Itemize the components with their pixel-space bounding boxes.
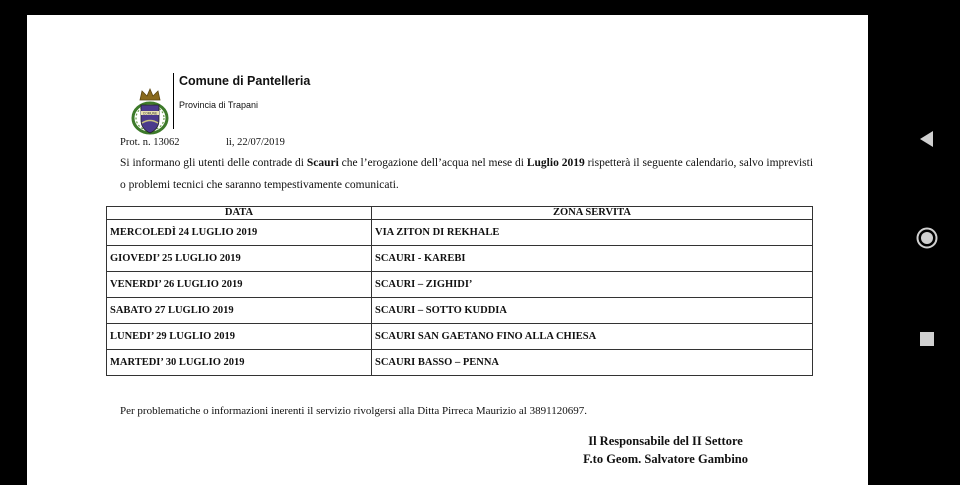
signature-block <box>583 432 748 468</box>
contact-info: Per problematiche o informazioni inerenti il servizio rivolgersi alla Ditta Pirreca Maurizio al 3891120697. <box>120 405 587 417</box>
row-zone: SCAURI SAN GAETANO FINO ALLA CHIESA <box>372 324 813 350</box>
table-row <box>107 298 813 324</box>
signature-name: F.to Geom. Salvatore Gambino <box>583 452 748 466</box>
notice-text: Si informano gli utenti delle contrade di <box>120 157 307 169</box>
document-page <box>27 15 868 485</box>
header-divider <box>173 73 174 129</box>
comune-name: Comune di Pantelleria <box>179 74 311 88</box>
schedule-table <box>106 206 813 376</box>
row-date: VENERDI’ 26 LUGLIO 2019 <box>107 272 372 298</box>
table-row <box>107 220 813 246</box>
row-date: GIOVEDI’ 25 LUGLIO 2019 <box>107 246 372 272</box>
notice-text: rispetterà il seguente calendario, salvo imprevisti o problemi tecnici che saranno tempestivamente comunicati. <box>120 157 814 191</box>
protocol-number: Prot. n. 13062 <box>120 137 180 148</box>
notice-area: Scauri <box>306 157 339 169</box>
provincia-name: Provincia di Trapani <box>179 100 259 110</box>
recents-icon[interactable] <box>916 328 938 350</box>
row-date: MERCOLEDÌ 24 LUGLIO 2019 <box>107 220 372 246</box>
row-date: LUNEDI’ 29 LUGLIO 2019 <box>107 324 372 350</box>
row-zone: SCAURI BASSO – PENNA <box>372 350 813 376</box>
table-row <box>107 324 813 350</box>
protocol-date: li, 22/07/2019 <box>226 137 285 148</box>
table-row <box>107 246 813 272</box>
header-zona: ZONA SERVITA <box>372 207 813 220</box>
android-navigation-bar <box>896 0 960 480</box>
notice-paragraph <box>120 152 820 196</box>
table-header-row <box>107 207 813 220</box>
notice-text: che l’erogazione dell’acqua nel mese di <box>338 157 527 169</box>
row-zone: VIA ZITON DI REKHALE <box>372 220 813 246</box>
coat-of-arms-logo <box>130 87 170 137</box>
table-row <box>107 272 813 298</box>
home-icon[interactable] <box>916 227 938 249</box>
row-date: SABATO 27 LUGLIO 2019 <box>107 298 372 324</box>
row-date: MARTEDI’ 30 LUGLIO 2019 <box>107 350 372 376</box>
table-row <box>107 350 813 376</box>
row-zone: SCAURI – ZIGHIDI’ <box>372 272 813 298</box>
signature-role: Il Responsabile del II Settore <box>588 434 743 448</box>
back-icon[interactable] <box>916 128 938 150</box>
logo-text: COMUNE <box>142 111 158 116</box>
row-zone: SCAURI - KAREBI <box>372 246 813 272</box>
header-data: DATA <box>107 207 372 220</box>
row-zone: SCAURI – SOTTO KUDDIA <box>372 298 813 324</box>
notice-month: Luglio 2019 <box>526 157 585 169</box>
